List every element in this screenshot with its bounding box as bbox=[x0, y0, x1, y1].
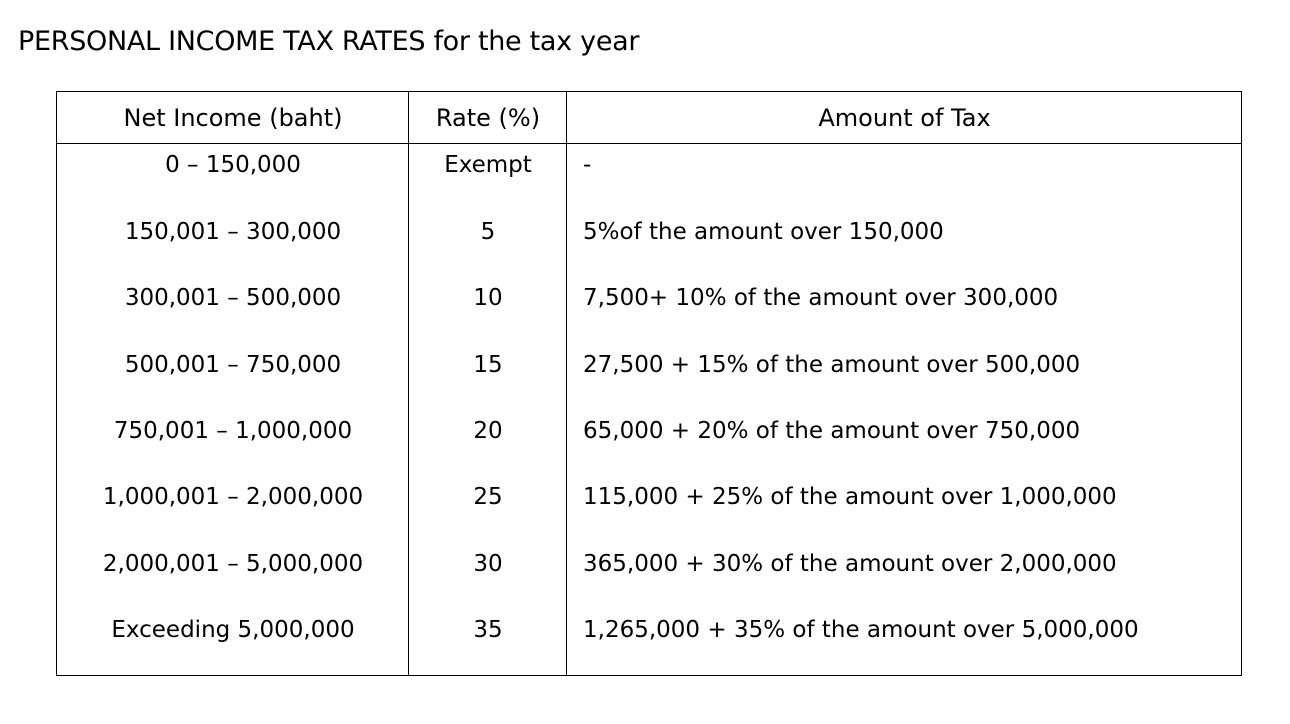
table-row bbox=[57, 420, 1241, 486]
net-income-cell: 2,000,001 – 5,000,000 bbox=[102, 551, 364, 577]
header-net-income: Net Income (baht) bbox=[123, 104, 343, 132]
net-income-cell: Exceeding 5,000,000 bbox=[111, 617, 355, 643]
rate-cell: 10 bbox=[473, 285, 503, 311]
rate-cell: 25 bbox=[473, 484, 503, 510]
amount-of-tax-cell: 27,500 + 15% of the amount over 500,000 bbox=[583, 352, 1081, 378]
amount-of-tax-cell: 365,000 + 30% of the amount over 2,000,000 bbox=[583, 551, 1117, 577]
table-row bbox=[57, 287, 1241, 353]
page-title: PERSONAL INCOME TAX RATES for the tax year bbox=[18, 26, 640, 57]
amount-of-tax-cell: 65,000 + 20% of the amount over 750,000 bbox=[583, 418, 1081, 444]
table-header-row bbox=[57, 92, 1241, 144]
rate-cell: 35 bbox=[473, 617, 503, 643]
rate-cell: 15 bbox=[473, 352, 503, 378]
rate-cell: Exempt bbox=[444, 152, 532, 178]
amount-of-tax-cell: 7,500+ 10% of the amount over 300,000 bbox=[583, 285, 1059, 311]
table-row bbox=[57, 154, 1241, 220]
header-rate: Rate (%) bbox=[435, 104, 541, 132]
net-income-cell: 750,001 – 1,000,000 bbox=[113, 418, 353, 444]
net-income-cell: 0 – 150,000 bbox=[165, 152, 301, 178]
amount-of-tax-cell: 1,265,000 + 35% of the amount over 5,000,000 bbox=[583, 617, 1139, 643]
rate-cell: 5 bbox=[480, 219, 496, 245]
table-row bbox=[57, 619, 1241, 685]
table-row bbox=[57, 221, 1241, 287]
table-row bbox=[57, 354, 1241, 420]
table-row bbox=[57, 553, 1241, 619]
rate-cell: 20 bbox=[473, 418, 503, 444]
net-income-cell: 500,001 – 750,000 bbox=[124, 352, 342, 378]
amount-of-tax-cell: - bbox=[583, 152, 592, 178]
net-income-cell: 1,000,001 – 2,000,000 bbox=[102, 484, 364, 510]
table-row bbox=[57, 486, 1241, 552]
rate-cell: 30 bbox=[473, 551, 503, 577]
tax-rate-table bbox=[56, 91, 1242, 676]
header-amount-of-tax: Amount of Tax bbox=[818, 104, 991, 132]
net-income-cell: 150,001 – 300,000 bbox=[124, 219, 342, 245]
amount-of-tax-cell: 115,000 + 25% of the amount over 1,000,000 bbox=[583, 484, 1117, 510]
amount-of-tax-cell: 5%of the amount over 150,000 bbox=[583, 219, 944, 245]
net-income-cell: 300,001 – 500,000 bbox=[124, 285, 342, 311]
